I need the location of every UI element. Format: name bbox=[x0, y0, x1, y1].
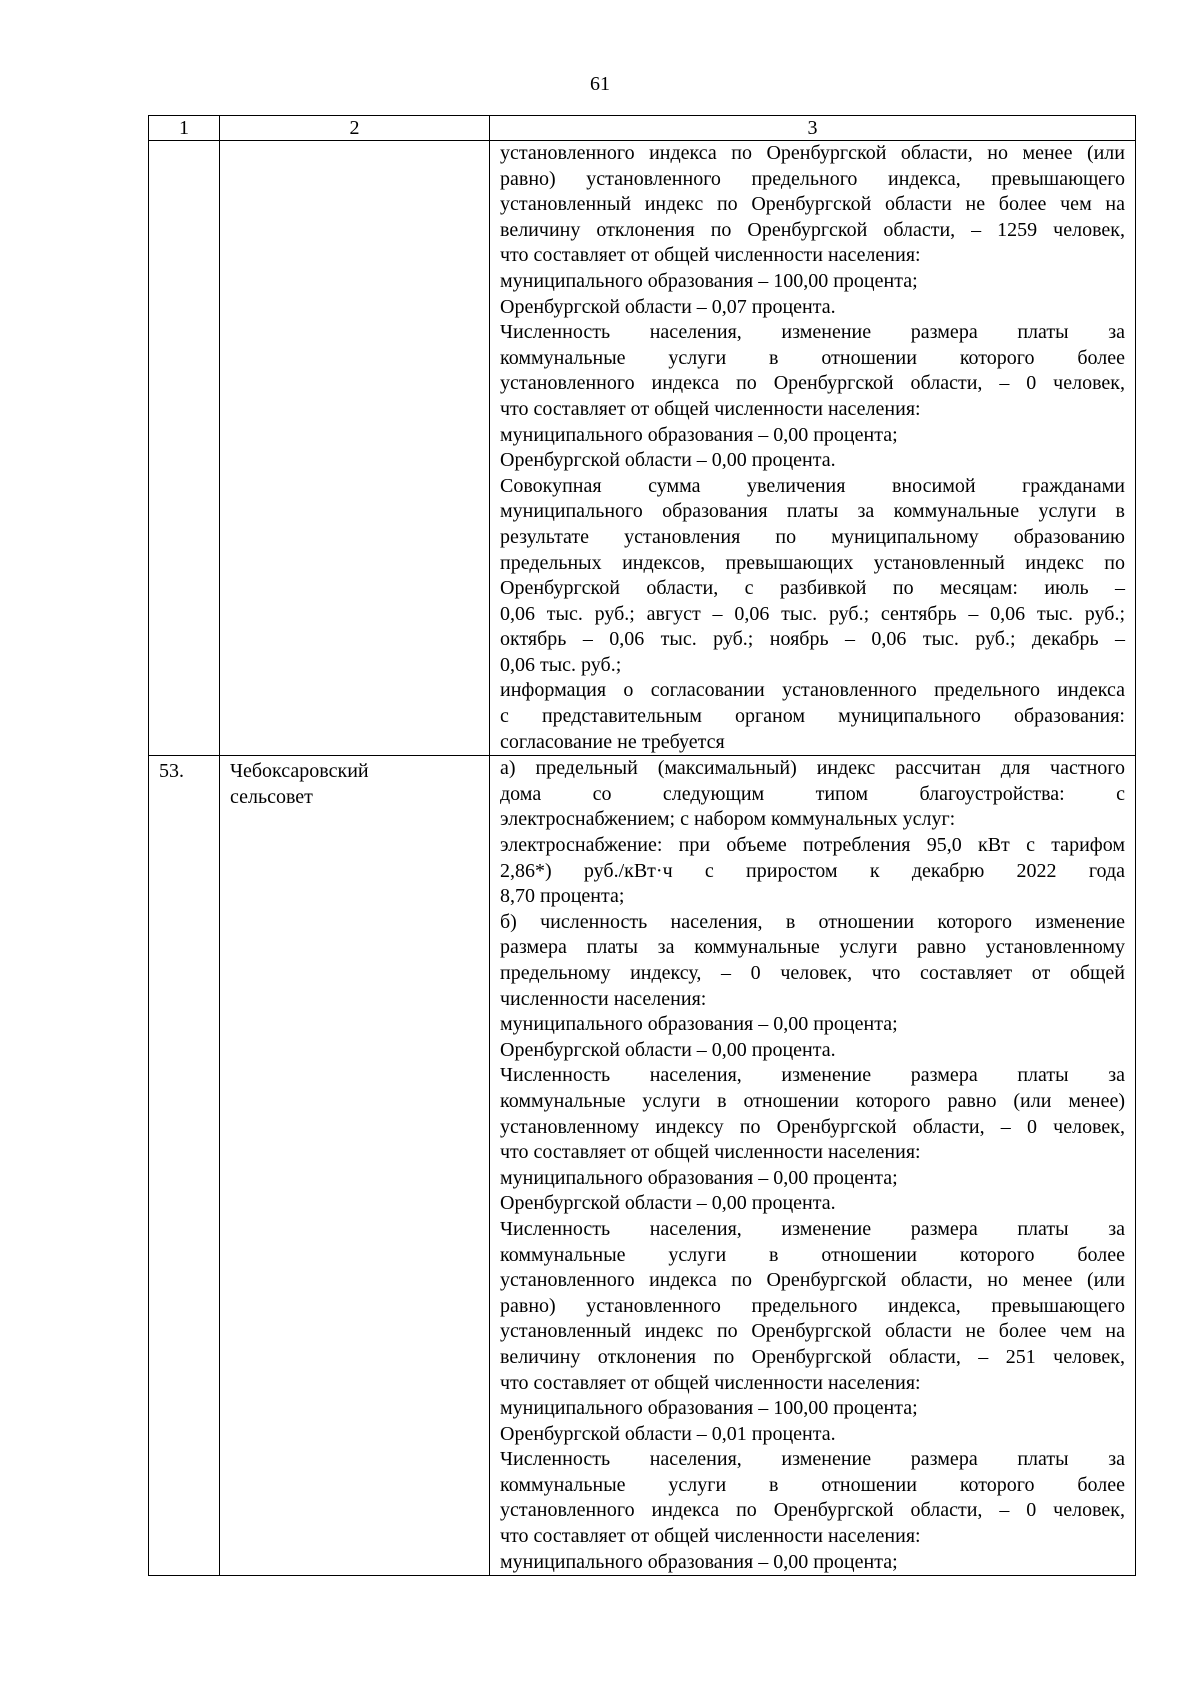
text-line: б) численность населения, в отношении которого изменение bbox=[500, 910, 1125, 933]
text-line: коммунальные услуги в отношении которого более bbox=[500, 1473, 1125, 1496]
text-line: муниципального образования платы за коммунальные услуги в bbox=[500, 500, 1125, 523]
text-line: что составляет от общей численности населения: bbox=[500, 1141, 921, 1164]
text-line: а) предельный (максимальный) индекс рассчитан для частного bbox=[500, 757, 1125, 780]
text-line: муниципального образования – 0,00 процента; bbox=[500, 1550, 898, 1573]
text-line: Численность населения, изменение размера платы за bbox=[500, 321, 1125, 344]
text-line: Совокупная сумма увеличения вносимой гражданами bbox=[500, 474, 1125, 497]
text-line: муниципального образования – 0,00 процента; bbox=[500, 1013, 898, 1036]
text-line: установленному индексу по Оренбургской области, – 0 человек, bbox=[500, 1115, 1125, 1138]
text-line: что составляет от общей численности населения: bbox=[500, 244, 921, 267]
text-line: Численность населения, изменение размера платы за bbox=[500, 1217, 1125, 1240]
description-cell bbox=[490, 141, 1136, 756]
table-row bbox=[149, 756, 1136, 1576]
municipality-name-line: Чебоксаровский bbox=[230, 760, 369, 783]
text-line: Оренбургской области – 0,01 процента. bbox=[500, 1422, 836, 1445]
text-line: Оренбургской области, с разбивкой по месяцам: июль – bbox=[500, 577, 1125, 600]
table-row bbox=[149, 141, 1136, 756]
text-line: результате установления по муниципальному образованию bbox=[500, 525, 1125, 548]
text-line: 0,06 тыс. руб.; bbox=[500, 653, 622, 676]
text-line: информация о согласовании установленного предельного индекса bbox=[500, 679, 1125, 702]
table-header-row bbox=[149, 116, 1136, 141]
text-line: Оренбургской области – 0,00 процента. bbox=[500, 449, 836, 472]
text-line: что составляет от общей численности населения: bbox=[500, 397, 921, 420]
header-cell-2: 2 bbox=[220, 116, 490, 141]
text-line: установленный индекс по Оренбургской области не более чем на bbox=[500, 193, 1125, 216]
text-line: установленного индекса по Оренбургской области, – 0 человек, bbox=[500, 1499, 1125, 1522]
text-line: коммунальные услуги в отношении которого равно (или менее) bbox=[500, 1089, 1125, 1112]
text-line: 0,06 тыс. руб.; август – 0,06 тыс. руб.; сентябрь – 0,06 тыс. руб.; bbox=[500, 602, 1125, 625]
text-line: предельному индексу, – 0 человек, что составляет от общей bbox=[500, 962, 1125, 984]
text-line: муниципального образования – 100,00 процента; bbox=[500, 269, 918, 292]
text-line: коммунальные услуги в отношении которого более bbox=[500, 346, 1125, 369]
header-cell-3: 3 bbox=[490, 116, 1136, 141]
text-line: Оренбургской области – 0,00 процента. bbox=[500, 1192, 836, 1215]
text-line: Оренбургской области – 0,07 процента. bbox=[500, 295, 836, 318]
municipality-name-cell bbox=[220, 141, 490, 756]
text-line: величину отклонения по Оренбургской области, – 1259 человек, bbox=[500, 218, 1125, 241]
municipality-name-line: сельсовет bbox=[230, 785, 313, 808]
text-line: равно) установленного предельного индекса, превышающего bbox=[500, 167, 1125, 190]
text-line: муниципального образования – 0,00 процента; bbox=[500, 1166, 898, 1189]
text-line: с представительным органом муниципального образования: bbox=[500, 705, 1125, 728]
text-line: величину отклонения по Оренбургской области, – 251 человек, bbox=[500, 1345, 1125, 1368]
row-number-cell bbox=[149, 141, 220, 756]
text-line: предельных индексов, превышающих установленный индекс по bbox=[500, 551, 1125, 574]
text-line: установленного индекса по Оренбургской области, – 0 человек, bbox=[500, 372, 1125, 395]
text-line: что составляет от общей численности населения: bbox=[500, 1525, 921, 1548]
text-line: коммунальные услуги в отношении которого более bbox=[500, 1243, 1125, 1266]
text-line: 2,86*) руб./кВт·ч с приростом к декабрю 2022 года bbox=[500, 859, 1125, 882]
text-line: дома со следующим типом благоустройства: с bbox=[500, 782, 1125, 805]
text-line: установленный индекс по Оренбургской области не более чем на bbox=[500, 1320, 1125, 1343]
text-line: что составляет от общей численности населения: bbox=[500, 1371, 921, 1394]
text-line: октябрь – 0,06 тыс. руб.; ноябрь – 0,06 тыс. руб.; декабрь – bbox=[500, 628, 1125, 651]
text-line: электроснабжение: при объеме потребления 95,0 кВт с тарифом bbox=[500, 834, 1125, 857]
page-number: 61 bbox=[590, 73, 610, 95]
header-cell-1: 1 bbox=[149, 116, 220, 141]
data-table bbox=[148, 115, 1136, 1576]
text-line: численности населения: bbox=[500, 987, 707, 1010]
text-line: электроснабжением; с набором коммунальных услуг: bbox=[500, 808, 956, 831]
text-line: равно) установленного предельного индекса, превышающего bbox=[500, 1294, 1125, 1317]
municipality-name-cell bbox=[220, 756, 490, 1576]
text-line: согласование не требуется bbox=[500, 730, 725, 753]
text-line: муниципального образования – 100,00 процента; bbox=[500, 1397, 918, 1420]
text-line: Численность населения, изменение размера платы за bbox=[500, 1064, 1125, 1087]
text-line: установленного индекса по Оренбургской области, но менее (или bbox=[500, 1269, 1125, 1292]
text-line: установленного индекса по Оренбургской области, но менее (или bbox=[500, 142, 1125, 164]
text-line: размера платы за коммунальные услуги равно установленному bbox=[500, 936, 1125, 959]
text-line: муниципального образования – 0,00 процента; bbox=[500, 423, 898, 446]
text-line: Оренбургской области – 0,00 процента. bbox=[500, 1038, 836, 1061]
row-number-cell: 53. bbox=[149, 756, 220, 1576]
description-cell bbox=[490, 756, 1136, 1576]
text-line: Численность населения, изменение размера платы за bbox=[500, 1448, 1125, 1471]
text-line: 8,70 процента; bbox=[500, 885, 625, 908]
